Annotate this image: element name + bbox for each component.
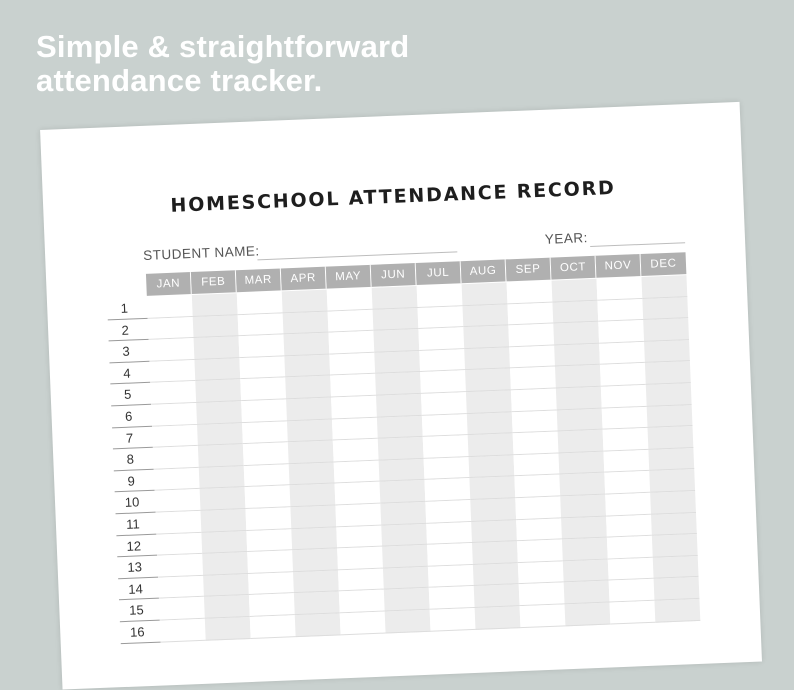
attendance-cell[interactable] [471,520,517,543]
attendance-cell[interactable] [515,496,561,519]
attendance-cell[interactable] [198,444,244,467]
attendance-cell[interactable] [462,304,508,327]
attendance-cell[interactable] [200,509,246,532]
attendance-cell[interactable] [560,495,606,518]
attendance-cell[interactable] [603,428,649,451]
month-header: NOV [596,254,642,278]
attendance-cell[interactable] [384,588,430,611]
attendance-cell[interactable] [148,317,194,340]
day-number: 12 [116,534,157,557]
attendance-cell[interactable] [643,318,689,341]
attendance-cell[interactable] [382,545,428,568]
attendance-cell[interactable] [239,356,285,379]
attendance-cell[interactable] [288,441,334,464]
attendance-cell[interactable] [517,540,563,563]
attendance-cell[interactable] [648,448,694,471]
attendance-cell[interactable] [565,602,611,625]
attendance-cell[interactable] [338,568,384,591]
attendance-cell[interactable] [237,291,283,314]
day-number: 3 [109,340,150,363]
attendance-cell[interactable] [383,567,429,590]
attendance-cell[interactable] [647,405,693,428]
attendance-cell[interactable] [470,498,516,521]
attendance-cell[interactable] [202,552,248,575]
attendance-cell[interactable] [418,327,464,350]
attendance-cell[interactable] [429,586,475,609]
attendance-cell[interactable] [507,281,553,304]
attendance-cell[interactable] [430,608,476,631]
attendance-cell[interactable] [156,511,202,534]
attendance-cell[interactable] [238,313,284,336]
attendance-cell[interactable] [559,473,605,496]
attendance-cell[interactable] [376,394,422,417]
month-header: JAN [146,272,192,296]
attendance-cell[interactable] [194,336,240,359]
attendance-cell[interactable] [552,279,598,302]
attendance-cell[interactable] [241,399,287,422]
attendance-cell[interactable] [245,507,291,530]
attendance-cell[interactable] [423,435,469,458]
day-number: 8 [113,448,154,471]
attendance-cell[interactable] [381,523,427,546]
attendance-cell[interactable] [519,583,565,606]
attendance-cell[interactable] [555,365,601,388]
attendance-cell[interactable] [646,383,692,406]
attendance-cell[interactable] [600,363,646,386]
attendance-cell[interactable] [518,561,564,584]
month-header: JUN [371,263,417,287]
sheet-title: HOMESCHOOL ATTENDANCE RECORD [170,176,616,217]
attendance-cell[interactable] [417,284,463,307]
month-header: DEC [641,252,687,276]
attendance-cell[interactable] [291,527,337,550]
attendance-cell[interactable] [155,489,201,512]
day-number: 7 [112,426,153,449]
attendance-cell[interactable] [420,371,466,394]
attendance-cell[interactable] [465,369,511,392]
attendance-cell[interactable] [336,525,382,548]
attendance-cell[interactable] [427,543,473,566]
attendance-cell[interactable] [466,390,512,413]
attendance-cell[interactable] [246,529,292,552]
attendance-cell[interactable] [652,534,698,557]
attendance-cell[interactable] [374,351,420,374]
attendance-cell[interactable] [283,311,329,334]
attendance-cell[interactable] [475,606,521,629]
attendance-cell[interactable] [422,414,468,437]
attendance-cell[interactable] [159,597,205,620]
attendance-cell[interactable] [244,464,290,487]
attendance-cell[interactable] [335,504,381,527]
attendance-cell[interactable] [152,424,198,447]
attendance-cell[interactable] [242,421,288,444]
attendance-cell[interactable] [513,432,559,455]
day-number: 9 [114,469,155,492]
attendance-cell[interactable] [650,491,696,514]
attendance-cell[interactable] [286,398,332,421]
attendance-cell[interactable] [645,361,691,384]
attendance-cell[interactable] [192,293,238,316]
attendance-cell[interactable] [609,601,655,624]
attendance-cell[interactable] [372,286,418,309]
attendance-cell[interactable] [243,442,289,465]
attendance-cell[interactable] [654,599,700,622]
attendance-cell[interactable] [332,417,378,440]
attendance-cell[interactable] [469,455,515,478]
attendance-cell[interactable] [205,617,251,640]
headline-line-2: attendance tracker. [36,63,323,98]
attendance-cell[interactable] [149,360,195,383]
month-header: AUG [461,259,507,283]
attendance-cell[interactable] [474,584,520,607]
day-number: 1 [107,297,148,320]
attendance-cell[interactable] [378,437,424,460]
attendance-cell[interactable] [597,299,643,322]
month-header: SEP [506,258,552,282]
attendance-cell[interactable] [557,408,603,431]
attendance-cell[interactable] [193,315,239,338]
attendance-cell[interactable] [373,308,419,331]
attendance-cell[interactable] [249,593,295,616]
attendance-cell[interactable] [606,514,652,537]
student-name-label: STUDENT NAME: [142,243,260,263]
attendance-cell[interactable] [564,581,610,604]
attendance-cell[interactable] [204,595,250,618]
attendance-cell[interactable] [385,610,431,633]
attendance-cell[interactable] [196,401,242,424]
attendance-cell[interactable] [293,570,339,593]
attendance-cell[interactable] [327,288,373,311]
attendance-cell[interactable] [335,482,381,505]
attendance-cell[interactable] [157,554,203,577]
attendance-cell[interactable] [330,374,376,397]
attendance-cell[interactable] [426,522,472,545]
attendance-cell[interactable] [653,556,699,579]
attendance-cell[interactable] [609,579,655,602]
attendance-cell[interactable] [654,577,700,600]
attendance-cell[interactable] [282,290,328,313]
attendance-cell[interactable] [554,344,600,367]
student-name-field[interactable] [257,251,457,260]
attendance-cell[interactable] [147,295,193,318]
attendance-cell[interactable] [283,333,329,356]
day-number: 15 [119,599,160,622]
attendance-cell[interactable] [428,565,474,588]
attendance-grid [147,275,700,642]
attendance-cell[interactable] [469,477,515,500]
attendance-cell[interactable] [514,453,560,476]
attendance-cell[interactable] [602,406,648,429]
attendance-cell[interactable] [642,297,688,320]
attendance-cell[interactable] [598,320,644,343]
attendance-cell[interactable] [328,331,374,354]
attendance-cell[interactable] [419,349,465,372]
attendance-cell[interactable] [284,354,330,377]
attendance-cell[interactable] [641,275,687,298]
attendance-cell[interactable] [292,549,338,572]
attendance-cell[interactable] [601,385,647,408]
attendance-cell[interactable] [421,392,467,415]
attendance-cell[interactable] [158,576,204,599]
marketing-headline [36,30,409,98]
attendance-cell[interactable] [200,487,246,510]
attendance-cell[interactable] [290,505,336,528]
attendance-cell[interactable] [340,611,386,634]
attendance-cell[interactable] [149,338,195,361]
attendance-cell[interactable] [563,559,609,582]
attendance-cell[interactable] [473,563,519,586]
attendance-cell[interactable] [472,541,518,564]
day-number: 2 [108,318,149,341]
attendance-cell[interactable] [424,457,470,480]
attendance-cell[interactable] [287,419,333,442]
attendance-cell[interactable] [604,471,650,494]
attendance-cell[interactable] [552,300,598,323]
attendance-cell[interactable] [379,480,425,503]
day-number: 16 [120,620,161,643]
attendance-cell[interactable] [561,516,607,539]
attendance-cell[interactable] [289,462,335,485]
attendance-cell[interactable] [607,536,653,559]
attendance-cell[interactable] [558,451,604,474]
day-number: 11 [116,513,157,536]
month-header: JUL [416,261,462,285]
attendance-cell[interactable] [201,531,247,554]
attendance-cell[interactable] [649,469,695,492]
attendance-cell[interactable] [247,550,293,573]
attendance-cell[interactable] [463,326,509,349]
attendance-cell[interactable] [648,426,694,449]
attendance-cell[interactable] [462,282,508,305]
headline-line-1: Simple & straightforward [36,29,410,64]
attendance-cell[interactable] [603,450,649,473]
attendance-cell[interactable] [379,459,425,482]
day-number: 10 [115,491,156,514]
attendance-sheet [40,102,762,690]
attendance-cell[interactable] [520,604,566,627]
attendance-cell[interactable] [509,345,555,368]
attendance-cell[interactable] [331,396,377,419]
attendance-cell[interactable] [418,306,464,329]
attendance-cell[interactable] [510,367,556,390]
attendance-cell[interactable] [464,347,510,370]
attendance-cell[interactable] [334,460,380,483]
day-number: 13 [117,556,158,579]
attendance-cell[interactable] [558,430,604,453]
attendance-cell[interactable] [151,403,197,426]
attendance-cell[interactable] [203,574,249,597]
attendance-cell[interactable] [329,353,375,376]
attendance-cell[interactable] [290,484,336,507]
day-number: 6 [111,405,152,428]
attendance-cell[interactable] [245,486,291,509]
attendance-cell[interactable] [337,547,383,570]
attendance-cell[interactable] [248,572,294,595]
attendance-cell[interactable] [160,619,206,642]
attendance-cell[interactable] [556,387,602,410]
attendance-cell[interactable] [516,518,562,541]
attendance-cell[interactable] [375,372,421,395]
attendance-cell[interactable] [596,277,642,300]
attendance-cell[interactable] [240,378,286,401]
attendance-cell[interactable] [380,502,426,525]
attendance-cell[interactable] [373,329,419,352]
attendance-cell[interactable] [514,475,560,498]
attendance-cell[interactable] [154,468,200,491]
attendance-cell[interactable] [194,358,240,381]
day-number: 14 [118,577,159,600]
attendance-cell[interactable] [424,478,470,501]
attendance-cell[interactable] [295,613,341,636]
attendance-cell[interactable] [195,380,241,403]
attendance-cell[interactable] [553,322,599,345]
month-header: FEB [191,270,237,294]
attendance-cell[interactable] [425,500,471,523]
attendance-cell[interactable] [467,412,513,435]
month-header: APR [281,267,327,291]
day-number: 4 [109,362,150,385]
month-header: MAR [236,268,282,292]
attendance-cell[interactable] [285,376,331,399]
day-number: 5 [110,383,151,406]
year-field[interactable] [590,242,685,247]
attendance-cell[interactable] [512,410,558,433]
attendance-cell[interactable] [199,466,245,489]
month-header: OCT [551,256,597,280]
attendance-cell[interactable] [508,324,554,347]
attendance-cell[interactable] [150,381,196,404]
attendance-cell[interactable] [294,592,340,615]
attendance-cell[interactable] [339,590,385,613]
attendance-cell[interactable] [507,302,553,325]
attendance-cell[interactable] [511,388,557,411]
attendance-cell[interactable] [605,493,651,516]
attendance-cell[interactable] [197,423,243,446]
month-header: MAY [326,265,372,289]
year-label: YEAR: [544,230,589,247]
attendance-cell[interactable] [239,335,285,358]
attendance-cell[interactable] [333,439,379,462]
attendance-cell[interactable] [608,557,654,580]
attendance-cell[interactable] [377,415,423,438]
attendance-cell[interactable] [651,513,697,536]
attendance-cell[interactable] [562,538,608,561]
attendance-cell[interactable] [328,309,374,332]
attendance-cell[interactable] [644,340,690,363]
attendance-cell[interactable] [599,342,645,365]
attendance-cell[interactable] [156,532,202,555]
attendance-cell[interactable] [468,433,514,456]
attendance-cell[interactable] [153,446,199,469]
